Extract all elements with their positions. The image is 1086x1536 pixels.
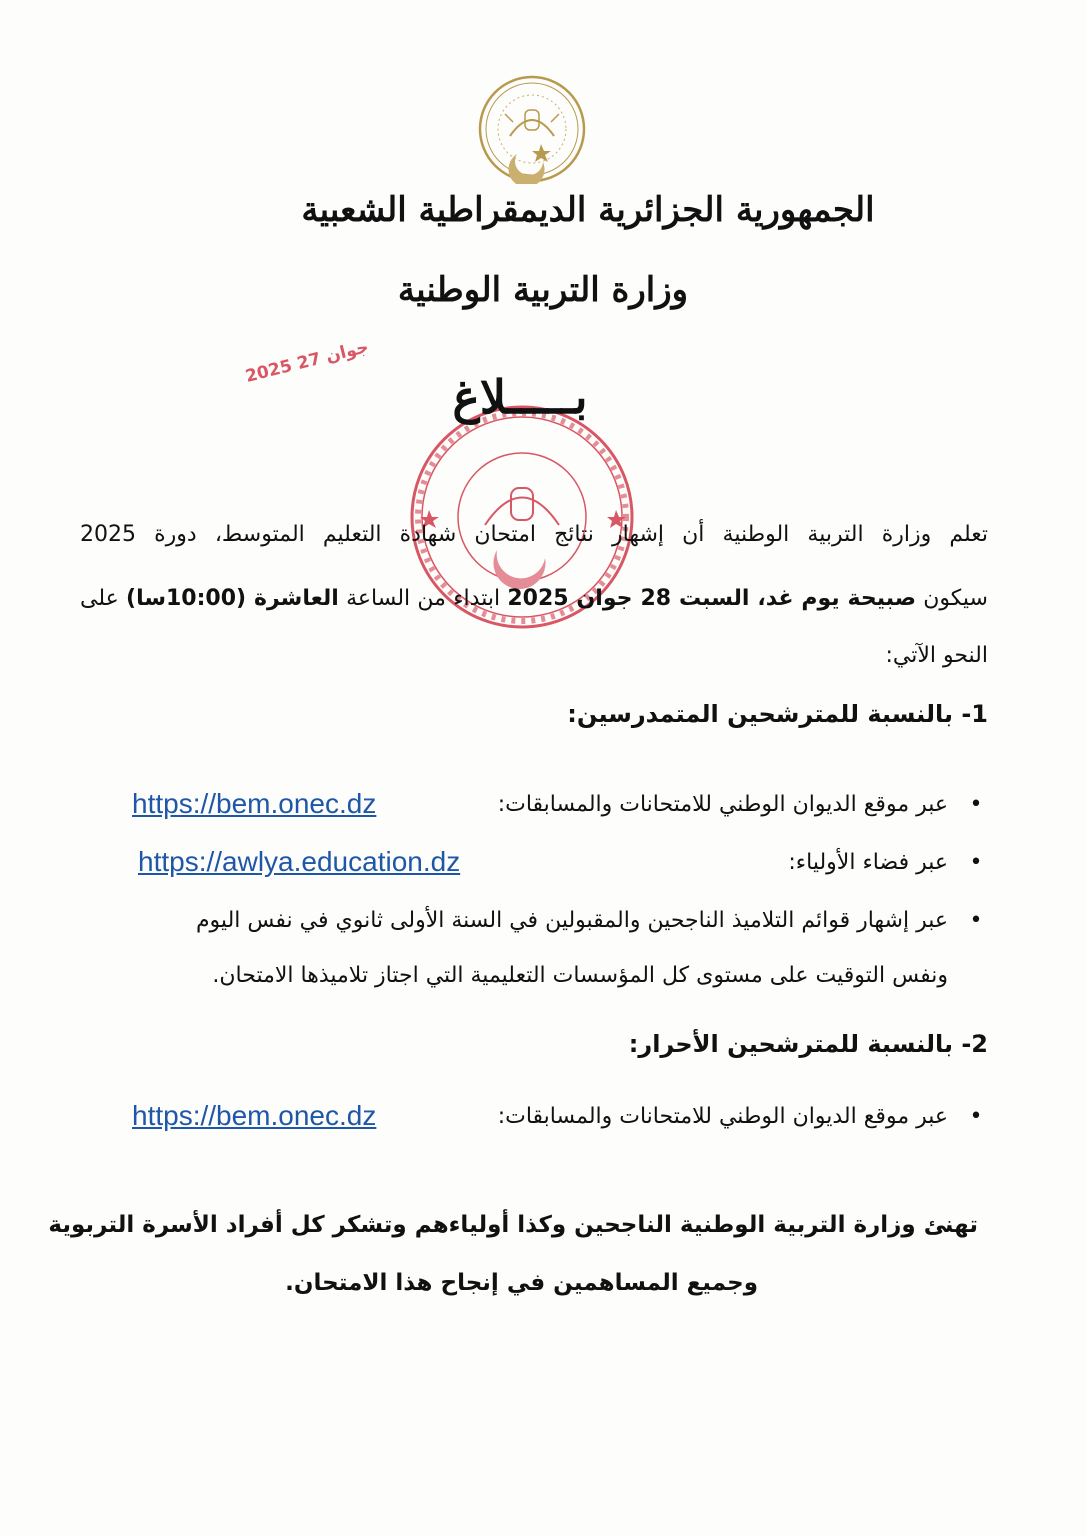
date-stamp: 2025 جوان 27 (243, 337, 371, 387)
intro-line-2-date: صبيحة يوم غد، السبت 28 جوان 2025 (507, 586, 916, 611)
intro-line-2-c: ابتداء من الساعة (338, 586, 508, 611)
section-2-heading: 2- بالنسبة للمترشحين الأحرار: (628, 1030, 988, 1058)
intro-line-2-time: العاشرة (10:00سا) (126, 586, 339, 611)
onec-link[interactable]: https://bem.onec.dz (132, 1100, 377, 1131)
section-1-bullet-3-continuation: ونفس التوقيت على مستوى كل المؤسسات التعليمية التي اجتاز تلاميذها الامتحان. (212, 963, 948, 988)
closing-line-2: وجميع المساهمين في إنجاح هذا الامتحان. (285, 1270, 758, 1296)
intro-line-2 (80, 586, 988, 611)
bullet-text: عبر فضاء الأولياء: (788, 850, 948, 875)
bullet-text: عبر موقع الديوان الوطني للامتحانات والمسابقات: (497, 1104, 948, 1129)
awlya-link[interactable]: https://awlya.education.dz (138, 846, 461, 877)
republic-name: الجمهورية الجزائرية الديمقراطية الشعبية (301, 190, 875, 230)
bullet-icon: • (969, 850, 983, 875)
bullet-text: عبر موقع الديوان الوطني للامتحانات والمسابقات: (497, 792, 948, 817)
bullet-icon: • (969, 1104, 983, 1129)
section-1-heading: 1- بالنسبة للمترشحين المتمدرسين: (567, 700, 988, 728)
intro-line-3: النحو الآتي: (885, 643, 988, 668)
bullet-icon: • (969, 908, 983, 933)
ministry-name: وزارة التربية الوطنية (397, 270, 689, 310)
document-title: بـــــلاغ (452, 370, 588, 424)
intro-line-2-a: سيكون (915, 586, 988, 611)
bullet-text: عبر إشهار قوائم التلاميذ الناجحين والمقبولين في السنة الأولى ثانوي في نفس اليوم (195, 908, 948, 933)
onec-link[interactable]: https://bem.onec.dz (132, 788, 377, 819)
intro-line-2-e: على (80, 586, 127, 611)
closing-line-1: تهنئ وزارة التربية الوطنية الناجحين وكذا أولياءهم وتشكر كل أفراد الأسرة التربوية (48, 1212, 978, 1238)
bullet-icon: • (969, 792, 983, 817)
algeria-coat-of-arms-icon (465, 74, 600, 184)
intro-line-1: تعلم وزارة التربية الوطنية أن إشهار نتائج امتحان شهادة التعليم المتوسط، دورة 2025 (80, 522, 988, 547)
